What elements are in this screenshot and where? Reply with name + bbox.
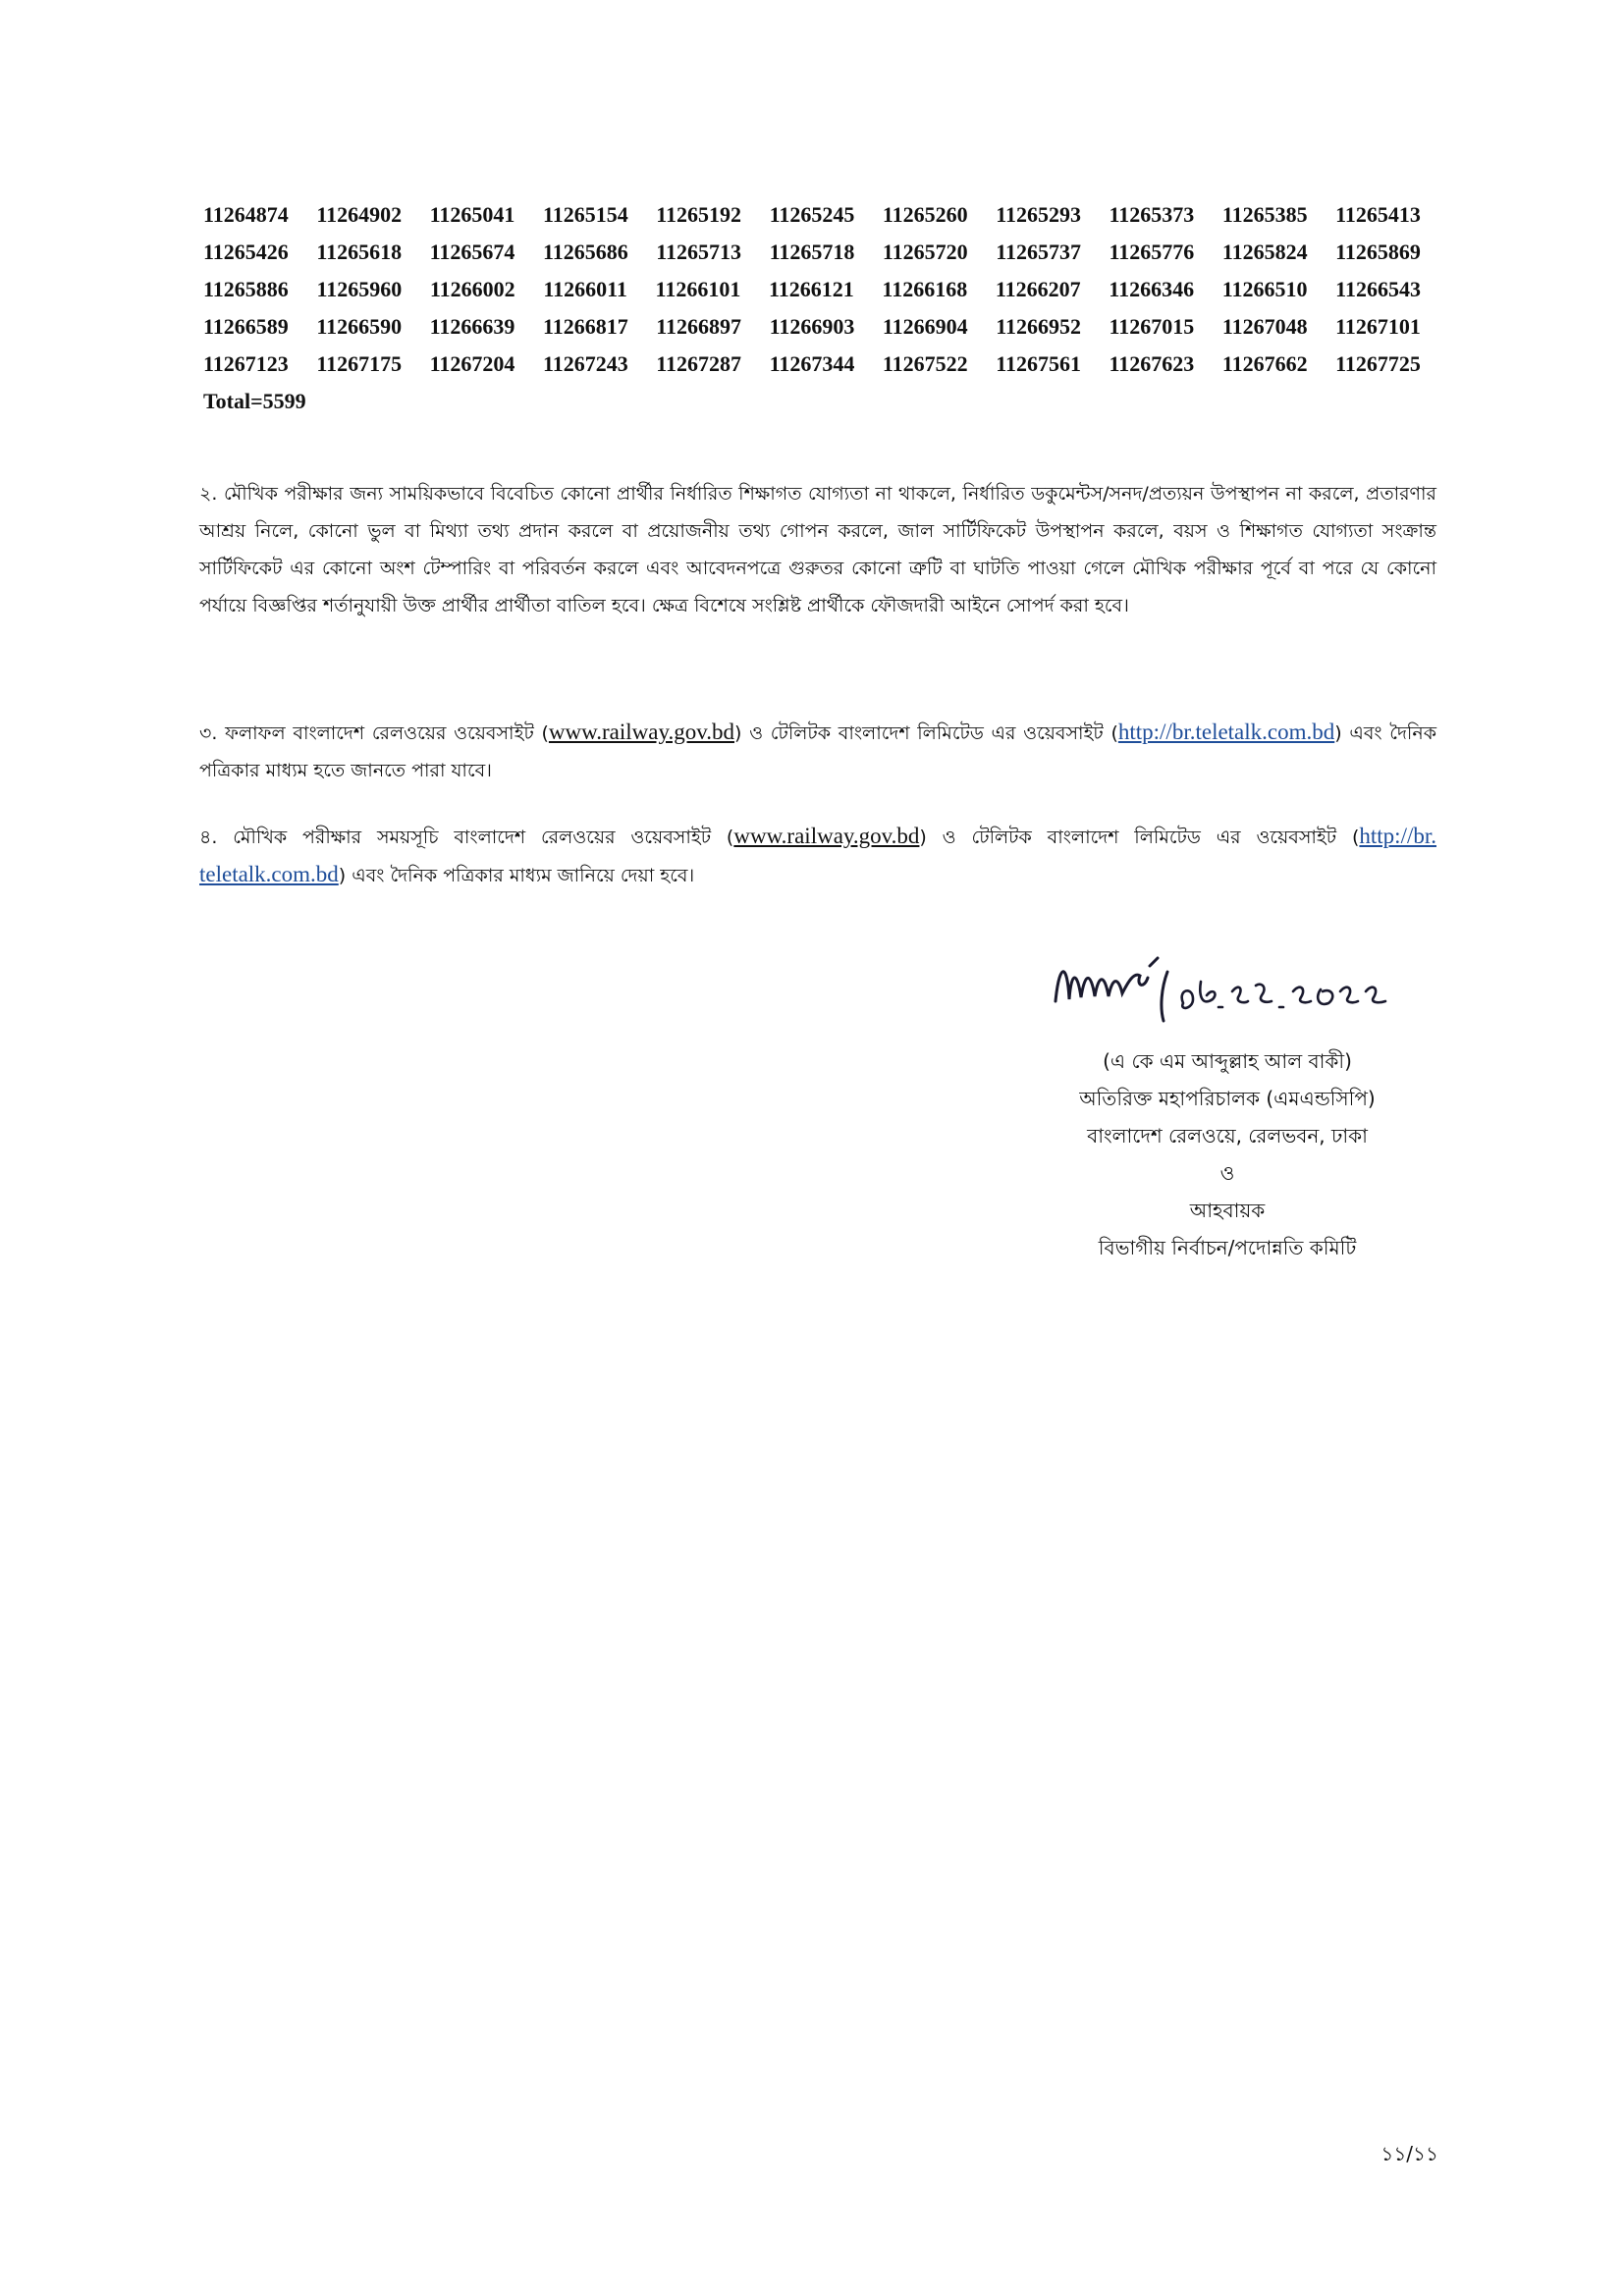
- paragraph-3-suffix: ) এবং দৈনিক পত্রিকার মাধ্যম হতে জানতে পারা যাবে।: [199, 722, 1437, 781]
- roll-number: 11267175: [316, 351, 403, 376]
- roll-number: 11265385: [1221, 202, 1308, 227]
- roll-number: 11265192: [656, 202, 742, 227]
- roll-number: 11267287: [656, 351, 742, 376]
- roll-number: 11265776: [1109, 240, 1195, 264]
- signatory-designation: অতিরিক্ত মহাপরিচালক (এমএন্ডসিপি): [1079, 1087, 1376, 1110]
- roll-number: 11265824: [1221, 240, 1308, 264]
- roll-number: 11267344: [769, 351, 855, 376]
- signatory-name: (এ কে এম আব্দুল্লাহ আল বাকী): [1103, 1049, 1352, 1073]
- railway-website-link-2[interactable]: www.railway.gov.bd: [733, 824, 920, 848]
- roll-number: 11266011: [543, 277, 627, 301]
- roll-number-row: [203, 234, 1421, 271]
- roll-number: 11267662: [1221, 351, 1308, 376]
- teletalk-website-link-2[interactable]: http://br. teletalk.com.bd: [199, 824, 1436, 886]
- signatory-office: বাংলাদেশ রেলওয়ে, রেলভবন, ঢাকা: [1087, 1124, 1368, 1148]
- roll-number: 11265869: [1335, 240, 1421, 264]
- roll-number: 11265720: [882, 240, 968, 264]
- roll-number: 11266002: [429, 277, 515, 301]
- roll-number-row: [203, 308, 1421, 346]
- roll-number: 11267123: [203, 351, 289, 376]
- roll-number: 11265686: [542, 240, 628, 264]
- roll-number: 11267561: [996, 351, 1081, 376]
- roll-number-list: [203, 196, 1421, 420]
- teletalk-website-link[interactable]: http://br.teletalk.com.bd: [1117, 720, 1335, 744]
- roll-number: 11266510: [1221, 277, 1308, 301]
- signatory-committee: বিভাগীয় নির্বাচন/পদোন্নতি কমিটি: [1098, 1236, 1357, 1259]
- paragraph-3-prefix: ৩. ফলাফল বাংলাদেশ রেলওয়ের ওয়েবসাইট (: [199, 722, 549, 744]
- roll-number: 11267101: [1335, 314, 1421, 339]
- signatory-role: আহবায়ক: [1189, 1199, 1266, 1222]
- paragraph-3-middle: ) ও টেলিটক বাংলাদেশ লিমিটেড এর ওয়েবসাইট (: [734, 722, 1118, 744]
- roll-number: 11265713: [656, 240, 742, 264]
- total-count: Total=5599: [203, 389, 306, 413]
- roll-number: 11265960: [316, 277, 403, 301]
- roll-number: 11266101: [655, 277, 741, 301]
- roll-number: 11267204: [429, 351, 515, 376]
- roll-number: 11264874: [203, 202, 289, 227]
- paragraph-4-prefix: ৪. মৌখিক পরীক্ষার সময়সূচি বাংলাদেশ রেলওয়ের ওয়েবসাইট (: [199, 827, 734, 848]
- roll-number: 11265245: [769, 202, 855, 227]
- roll-number: 11266897: [656, 314, 742, 339]
- roll-number: 11266952: [996, 314, 1081, 339]
- roll-number: 11266904: [882, 314, 968, 339]
- roll-number: 11267623: [1109, 351, 1195, 376]
- roll-number-row: [203, 196, 1421, 234]
- roll-number: 11266589: [203, 314, 289, 339]
- railway-website-link[interactable]: www.railway.gov.bd: [548, 720, 734, 744]
- paragraph-4: [199, 818, 1436, 894]
- roll-number: 11266590: [316, 314, 403, 339]
- paragraph-4-middle: ) ও টেলিটক বাংলাদেশ লিমিটেড এর ওয়েবসাইট (: [919, 827, 1360, 848]
- roll-number: 11265718: [769, 240, 855, 264]
- roll-number: 11266346: [1109, 277, 1195, 301]
- roll-number: 11266168: [882, 277, 968, 301]
- roll-number: 11266121: [768, 277, 854, 301]
- roll-number: 11265886: [203, 277, 289, 301]
- roll-number: 11266639: [429, 314, 515, 339]
- signatory-conjunction: ও: [1219, 1161, 1235, 1185]
- roll-number: 11265618: [316, 240, 403, 264]
- roll-number: 11267048: [1221, 314, 1308, 339]
- roll-number: 11267243: [542, 351, 628, 376]
- roll-number: 11264902: [316, 202, 403, 227]
- roll-number-row: [203, 346, 1421, 383]
- handwritten-signature: [1046, 942, 1409, 1031]
- roll-number: 11265373: [1109, 202, 1195, 227]
- roll-number: 11265041: [429, 202, 515, 227]
- roll-number: 11266543: [1335, 277, 1421, 301]
- roll-number: 11265737: [996, 240, 1081, 264]
- roll-number: 11265260: [882, 202, 968, 227]
- signatory-block: [982, 1042, 1473, 1266]
- roll-number: 11267015: [1109, 314, 1195, 339]
- page-number: ১১/১১: [1380, 2142, 1438, 2165]
- roll-number: 11265674: [429, 240, 515, 264]
- roll-number: 11266817: [542, 314, 628, 339]
- roll-number: 11265426: [203, 240, 289, 264]
- roll-number: 11266207: [995, 277, 1081, 301]
- paragraph-3: [199, 714, 1436, 789]
- roll-number: 11265293: [996, 202, 1081, 227]
- roll-number: 11267522: [882, 351, 968, 376]
- roll-number: 11267725: [1335, 351, 1421, 376]
- roll-number: 11265413: [1335, 202, 1421, 227]
- paragraph-2: [199, 475, 1436, 624]
- paragraph-4-suffix: ) এবং দৈনিক পত্রিকার মাধ্যম জানিয়ে দেয়া হবে।: [338, 865, 695, 886]
- roll-number: 11265154: [542, 202, 628, 227]
- roll-number: 11266903: [769, 314, 855, 339]
- roll-number-row: [203, 271, 1421, 308]
- paragraph-2-text: ২. মৌখিক পরীক্ষার জন্য সাময়িকভাবে বিবেচিত কোনো প্রার্থীর নির্ধারিত শিক্ষাগত যোগ্যতা না থাকলে, নির্ধারিত ডকুমেন্টস/সনদ/প্রত্যয়ন উপস্থাপন না করলে, প্রতারণার আশ্রয় নিলে, কোনো ভুল বা মিথ্যা তথ্য প্রদান করলে বা প্রয়োজনীয় তথ্য গোপন করলে, জাল সার্টিফিকেট উপস্থাপন করলে, বয়স ও শিক্ষাগত যোগ্যতা সংক্রান্ত সার্টিফিকেট এর কোনো অংশ টেম্পারিং বা পরিবর্তন করলে এবং আবেদনপত্রে গুরুতর কোনো ত্রুটি বা ঘাটতি পাওয়া গেলে মৌখিক পরীক্ষার পূর্বে বা পরে যে কোনো পর্যায়ে বিজ্ঞপ্তির শর্তানুযায়ী উক্ত প্রার্থীর প্রার্থীতা বাতিল হবে। ক্ষেত্র বিশেষে সংশ্লিষ্ট প্রার্থীকে ফৌজদারী আইনে সোপর্দ করা হবে।: [199, 483, 1436, 616]
